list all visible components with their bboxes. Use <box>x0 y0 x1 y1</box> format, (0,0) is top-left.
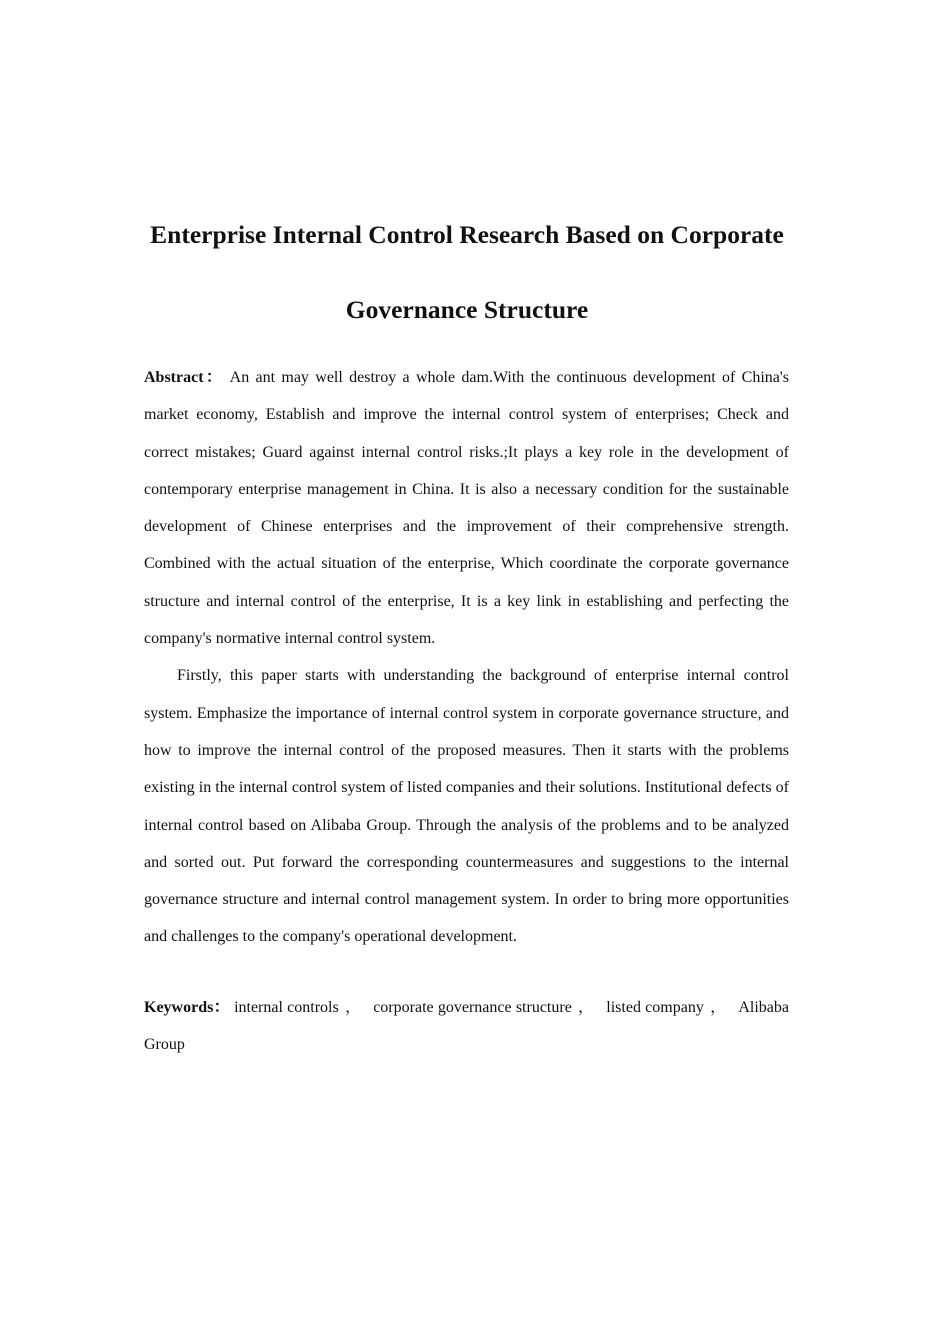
keyword-separator: ， <box>344 998 362 1016</box>
document-page <box>144 197 789 1063</box>
abstract-label: Abstract： <box>144 369 225 386</box>
keywords-label: Keywords： <box>144 998 230 1016</box>
keywords-line <box>144 989 789 1064</box>
keyword-item: Alibaba Group <box>144 998 789 1054</box>
keyword-item: corporate governance structure <box>373 998 572 1016</box>
paper-title <box>117 197 817 347</box>
keyword-item: listed company <box>606 998 704 1016</box>
abstract-paragraph-2 <box>144 657 789 955</box>
abstract-text-1: An ant may well destroy a whole dam.With the continuous development of China's market economy, Establish and improve the internal control system of enterprises; Check and correct mistakes; Guard against internal control risks.;It plays a key role in the development of contemporary enterprise management in China. It is also a necessary condition for the sustainable development of Chinese enterprises and the improvement of their comprehensive strength. Combined with the actual situation of the enterprise, Which coordinate the corporate governance structure and internal control of the enterprise, It is a key link in establishing and perfecting the company's normative internal control system. <box>144 369 789 648</box>
title-line-2: Governance Structure <box>345 295 589 324</box>
keyword-separator: ， <box>577 998 595 1016</box>
title-line-1: Enterprise Internal Control Research Based on Corporate <box>150 220 784 249</box>
keyword-item: internal controls <box>234 998 339 1016</box>
abstract-paragraph-1 <box>144 359 789 657</box>
keyword-separator: ， <box>709 998 727 1016</box>
abstract-text-2: Firstly, this paper starts with understanding the background of enterprise internal control system. Emphasize the importance of internal control system in corporate governance structure, and how to improve the internal control of the proposed measures. Then it starts with the problems existing in the internal control system of listed companies and their solutions. Institutional defects of internal control based on Alibaba Group. Through the analysis of the problems and to be analyzed and sorted out. Put forward the corresponding countermeasures and suggestions to the internal governance structure and internal control management system. In order to bring more opportunities and challenges to the company's operational development. <box>144 667 789 946</box>
